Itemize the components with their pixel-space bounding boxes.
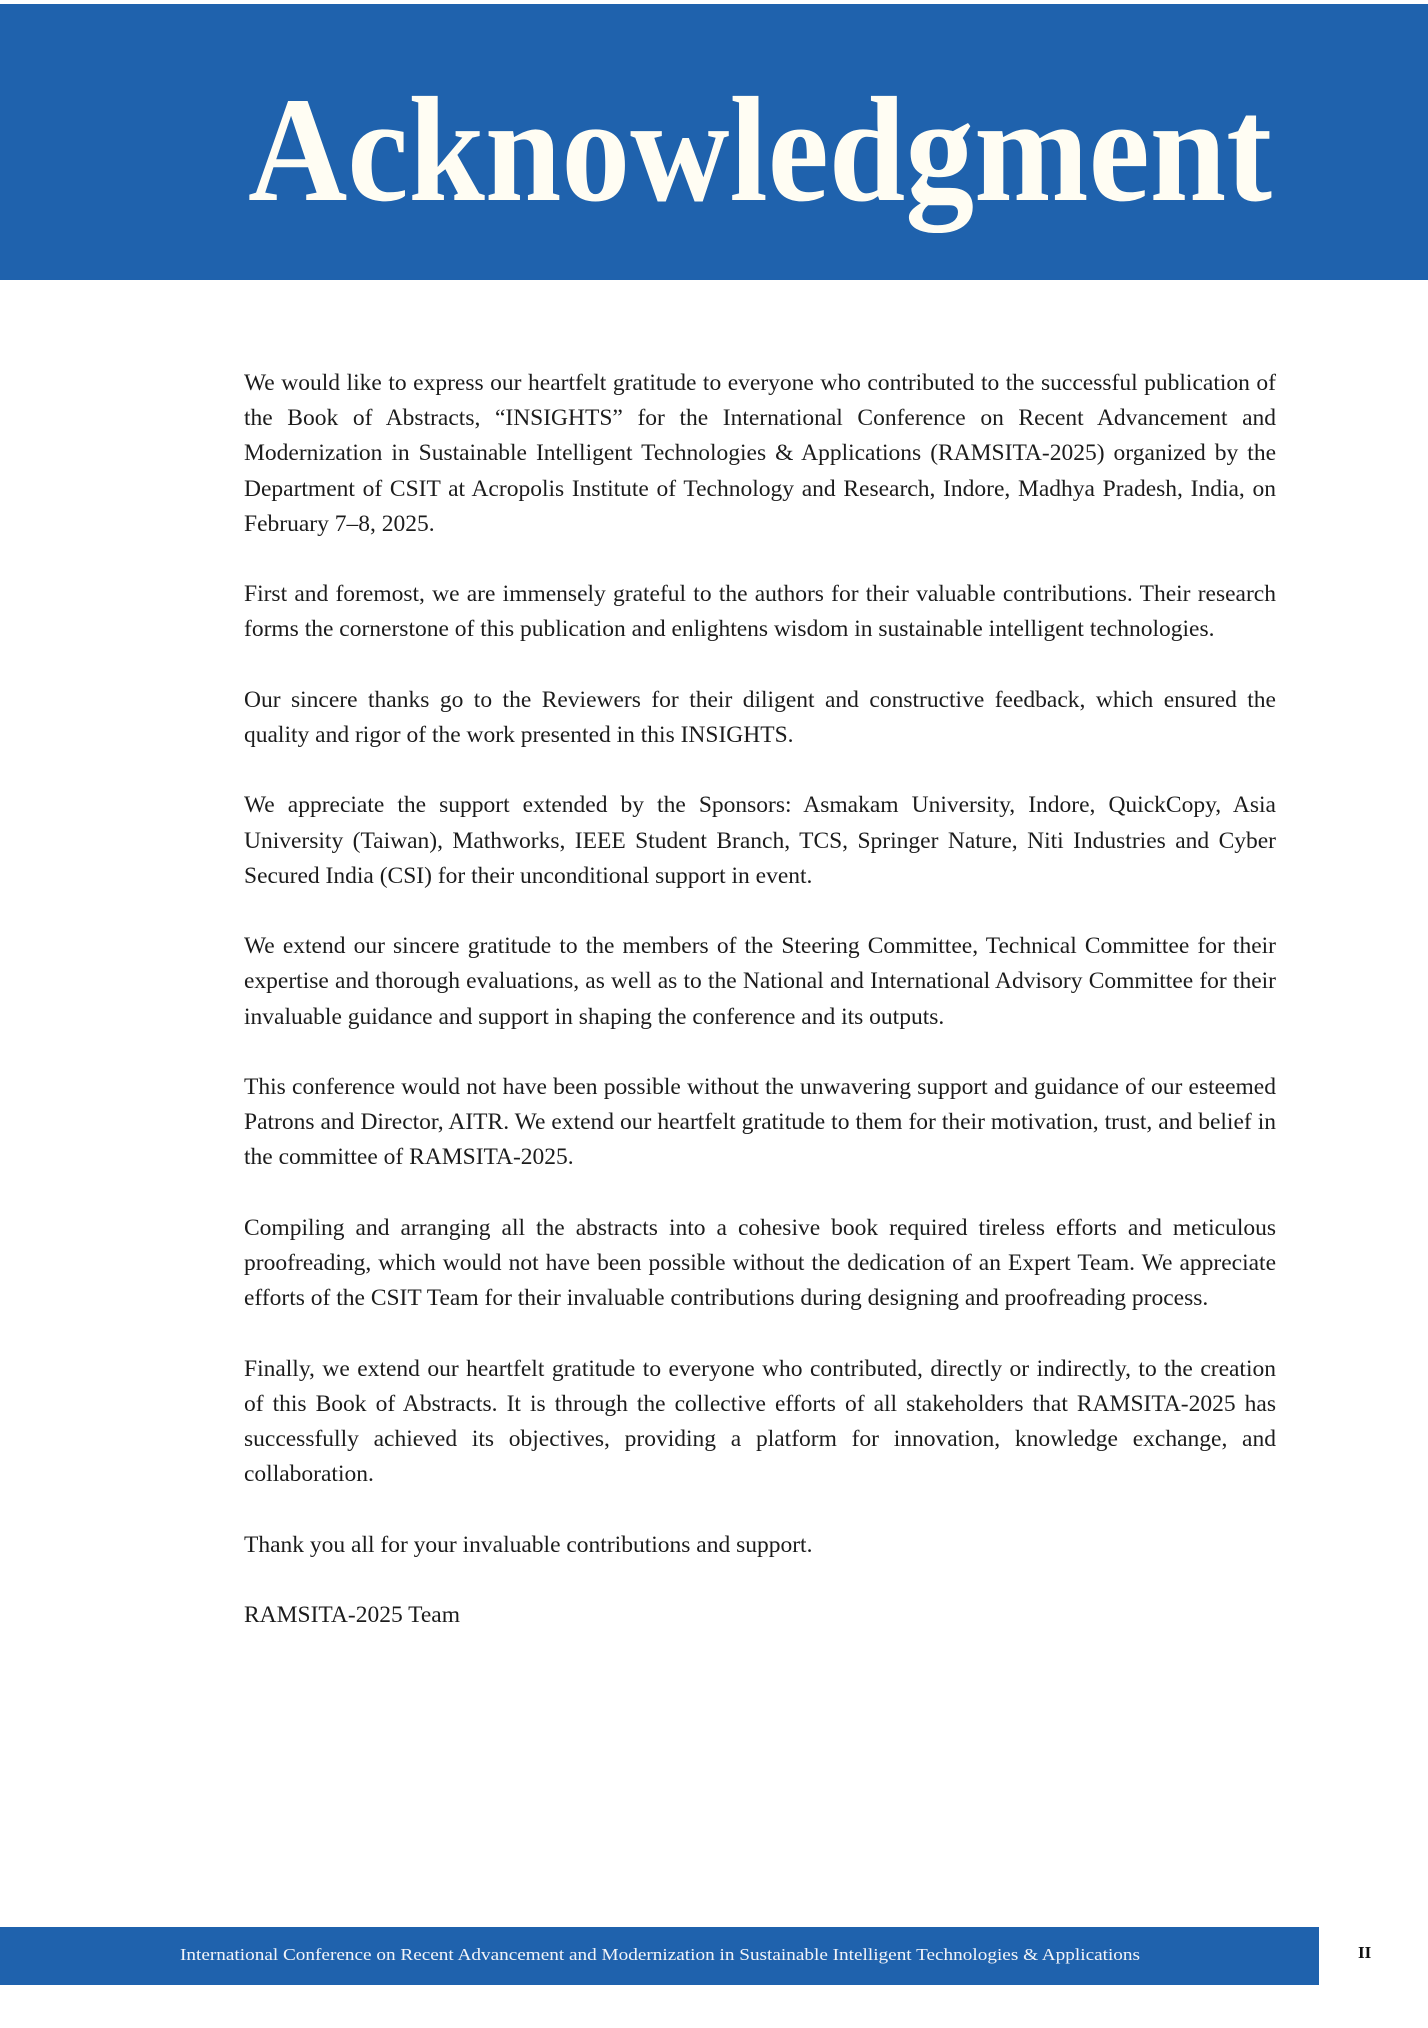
signature: RAMSITA-2025 Team — [244, 1601, 461, 1628]
paragraph-patrons: This conference would not have been possible without the unwavering support and guidance of our esteemed Patrons and Director, AITR. We extend our heartfelt gratitude to them for their motivation, trust, and belief in the committee of RAMSITA-2025. — [244, 1073, 1276, 1171]
page-number: II — [1358, 1943, 1372, 1962]
paragraph-intro: We would like to express our heartfelt gratitude to everyone who contributed to the successful publication of the Book of Abstracts, “INSIGHTS” for the International Conference on Recent Advancement and Modernization in Sustainable Intelligent Technologies & Applications (RAMSITA-2025) organized by the Department of CSIT at Acropolis Institute of Technology and Research, Indore, Madhya Pradesh, India, on February 7–8, 2025. — [244, 370, 1276, 537]
footer-conference-title: International Conference on Recent Advancement and Modernization in Sustainable Intelligent Technologies & Applications — [180, 1945, 1140, 1964]
paragraph-authors: First and foremost, we are immensely grateful to the authors for their valuable contributions. Their research forms the cornerstone of this publication and enlightens wisdom in sustainable intelligent technologies. — [244, 581, 1276, 643]
paragraph-committees: We extend our sincere gratitude to the members of the Steering Committee, Technical Committee for their expertise and thorough evaluations, as well as to the National and International Advisory Committee for their invaluable guidance and support in shaping the conference and its outputs. — [244, 933, 1276, 1030]
paragraph-sponsors: We appreciate the support extended by the Sponsors: Asmakam University, Indore, QuickCopy, Asia University (Taiwan), Mathworks, IEEE Student Branch, TCS, Springer Nature, Niti Industries and Cyber Secured India (CSI) for their unconditional support in event. — [244, 792, 1276, 889]
acknowledgment-body — [244, 366, 1276, 1633]
paragraph-thanks: Thank you all for your invaluable contributions and support. — [244, 1531, 813, 1558]
paragraph-expert-team: Compiling and arranging all the abstracts into a cohesive book required tireless efforts and meticulous proofreading, which would not have been possible without the dedication of an Expert Team. We appreciate efforts of the CSIT Team for their invaluable contributions during designing and proofreading process. — [244, 1214, 1276, 1312]
page-title: Acknowledgment — [248, 67, 1272, 233]
paragraph-closing: Finally, we extend our heartfelt gratitude to everyone who contributed, directly or indirectly, to the creation of this Book of Abstracts. It is through the collective efforts of all stakeholders that RAMSITA-2025 has successfully achieved its objectives, providing a platform for innovation, knowledge exchange, and collaboration. — [244, 1355, 1276, 1488]
paragraph-reviewers: Our sincere thanks go to the Reviewers for their diligent and constructive feedback, which ensured the quality and rigor of the work presented in this INSIGHTS. — [244, 686, 1276, 748]
